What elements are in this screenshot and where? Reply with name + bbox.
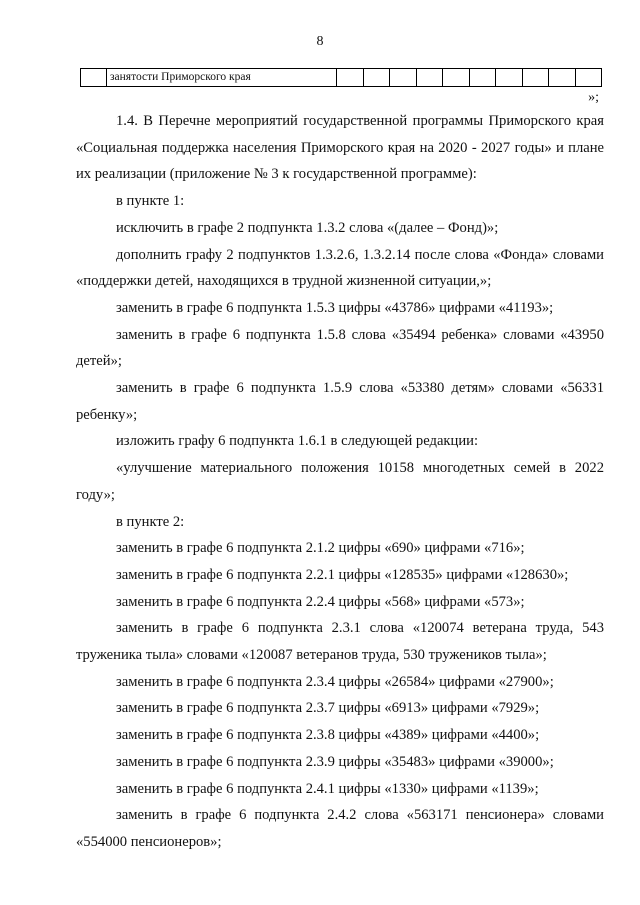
table-cell xyxy=(363,69,390,87)
paragraph: заменить в графе 6 подпункта 2.3.7 цифры «6913» цифрами «7929»; xyxy=(116,700,540,717)
paragraph: изложить графу 6 подпункта 1.6.1 в следующей редакции: xyxy=(116,433,478,450)
document-body xyxy=(76,108,604,856)
paragraph: в пункте 2: xyxy=(116,513,185,530)
paragraph-intro: 1.4. В Перечне мероприятий государственной программы Приморского края «Социальная поддержка населения Приморского края на 2020 - 2027 годы» и плане их реализации (приложение № 3 к государственной программе): xyxy=(76,113,604,183)
table-fragment xyxy=(80,68,602,87)
table-cell xyxy=(496,69,523,87)
paragraph: заменить в графе 6 подпункта 2.2.4 цифры «568» цифрами «573»; xyxy=(116,593,525,610)
paragraph: заменить в графе 6 подпункта 1.5.3 цифры «43786» цифрами «41193»; xyxy=(116,299,554,316)
table-cell xyxy=(416,69,443,87)
paragraph: заменить в графе 6 подпункта 2.3.4 цифры «26584» цифрами «27900»; xyxy=(116,673,554,690)
table-cell xyxy=(575,69,602,87)
paragraph: исключить в графе 2 подпункта 1.3.2 слова «(далее – Фонд)»; xyxy=(116,219,499,236)
paragraph: заменить в графе 6 подпункта 2.3.9 цифры «35483» цифрами «39000»; xyxy=(116,753,554,770)
paragraph: в пункте 1: xyxy=(116,193,185,210)
paragraph: заменить в графе 6 подпункта 2.2.1 цифры «128535» цифрами «128630»; xyxy=(116,566,569,583)
table-cell xyxy=(81,69,107,87)
table-cell xyxy=(469,69,496,87)
page-number: 8 xyxy=(316,34,324,49)
table-closing-quote: »; xyxy=(588,90,599,105)
paragraph: заменить в графе 6 подпункта 1.5.9 слова «53380 детям» словами «56331 ребенку»; xyxy=(76,380,604,423)
table-cell xyxy=(549,69,576,87)
table-cell xyxy=(390,69,417,87)
paragraph: заменить в графе 6 подпункта 2.1.2 цифры «690» цифрами «716»; xyxy=(116,540,525,557)
table-row xyxy=(81,69,602,87)
paragraph: дополнить графу 2 подпунктов 1.3.2.6, 1.3.2.14 после слова «Фонда» словами «поддержки детей, находящихся в трудной жизненной ситуации,»; xyxy=(76,246,604,290)
paragraph: заменить в графе 6 подпункта 1.5.8 слова «35494 ребенка» словами «43950 детей»; xyxy=(76,326,604,370)
table-cell xyxy=(443,69,470,87)
paragraph: заменить в графе 6 подпункта 2.3.1 слова «120074 ветерана труда, 543 труженика тыла» словами «120087 ветеранов труда, 530 тружеников тыла»; xyxy=(76,620,604,664)
table-cell-text: занятости Приморского края xyxy=(107,69,337,87)
table-cell xyxy=(522,69,549,87)
paragraph: «улучшение материального положения 10158 многодетных семей в 2022 году»; xyxy=(76,460,604,503)
paragraph: заменить в графе 6 подпункта 2.4.2 слова «563171 пенсионера» словами «554000 пенсионеров»; xyxy=(76,807,604,850)
paragraph: заменить в графе 6 подпункта 2.4.1 цифры «1330» цифрами «1139»; xyxy=(116,780,539,797)
paragraph: заменить в графе 6 подпункта 2.3.8 цифры «4389» цифрами «4400»; xyxy=(116,727,540,744)
table-cell xyxy=(337,69,364,87)
